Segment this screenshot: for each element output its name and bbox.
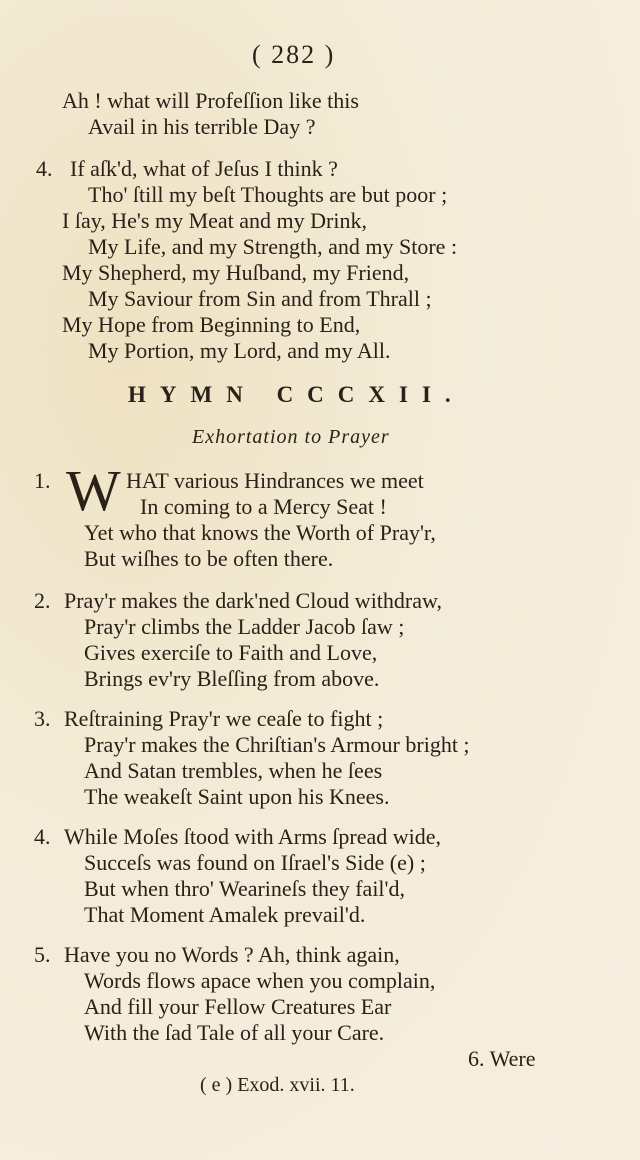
verse-line: While Moſes ſtood with Arms ſpread wide, — [64, 824, 441, 849]
verse-line: But wiſhes to be often there. — [84, 546, 334, 571]
verse-line: In coming to a Mercy Seat ! — [140, 494, 387, 519]
verse-line: Reſtraining Pray'r we ceaſe to fight ; — [64, 706, 384, 731]
stanza-number: 1. — [34, 468, 51, 493]
verse-line: That Moment Amalek prevail'd. — [84, 902, 366, 927]
verse-line: Words flows apace when you complain, — [84, 968, 436, 993]
verse-line: Ah ! what will Profeſſion like this — [62, 88, 359, 113]
hymn-subtitle: Exhortation to Prayer — [192, 426, 390, 448]
verse-line: But when thro' Wearineſs they fail'd, — [84, 876, 406, 901]
catchword: 6. Were — [468, 1046, 536, 1071]
verse-line: Pray'r climbs the Ladder Jacob ſaw ; — [84, 614, 405, 639]
verse-line: My Hope from Beginning to End, — [62, 312, 361, 337]
stanza-number: 5. — [34, 942, 51, 967]
verse-line: Have you no Words ? Ah, think again, — [64, 942, 400, 967]
verse-line: If aſk'd, what of Jeſus I think ? — [70, 156, 338, 181]
hymn-title: HYMN CCCXII. — [128, 382, 465, 407]
footnote: ( e ) Exod. xvii. 11. — [200, 1074, 355, 1096]
verse-line: And Satan trembles, when he ſees — [84, 758, 383, 783]
verse-line: Tho' ſtill my beſt Thoughts are but poor ; — [88, 182, 448, 207]
verse-line: Pray'r makes the Chriſtian's Armour bright ; — [84, 732, 470, 757]
verse-line: And fill your Fellow Creatures Ear — [84, 994, 392, 1019]
verse-line: With the ſad Tale of all your Care. — [84, 1020, 385, 1045]
verse-line: My Saviour from Sin and from Thrall ; — [88, 286, 432, 311]
verse-line: Pray'r makes the dark'ned Cloud withdraw, — [64, 588, 442, 613]
drop-capital: W — [66, 458, 121, 523]
stanza-number: 4. — [36, 156, 53, 181]
verse-line: Brings ev'ry Bleſſing from above. — [84, 666, 380, 691]
stanza-number: 4. — [34, 824, 51, 849]
verse-line: Succeſs was found on Iſrael's Side (e) ; — [84, 850, 426, 875]
verse-line: I ſay, He's my Meat and my Drink, — [62, 208, 367, 233]
verse-line: Yet who that knows the Worth of Pray'r, — [84, 520, 436, 545]
stanza-number: 3. — [34, 706, 51, 731]
verse-line: The weakeſt Saint upon his Knees. — [84, 784, 390, 809]
verse-line: My Portion, my Lord, and my All. — [88, 338, 391, 363]
verse-line: My Shepherd, my Huſband, my Friend, — [62, 260, 410, 285]
verse-line: Gives exerciſe to Faith and Love, — [84, 640, 378, 665]
page-number: ( 282 ) — [252, 40, 336, 69]
verse-line: My Life, and my Strength, and my Store : — [88, 234, 458, 259]
stanza-number: 2. — [34, 588, 51, 613]
verse-line: HAT various Hindrances we meet — [126, 468, 424, 493]
verse-line: Avail in his terrible Day ? — [88, 114, 316, 139]
